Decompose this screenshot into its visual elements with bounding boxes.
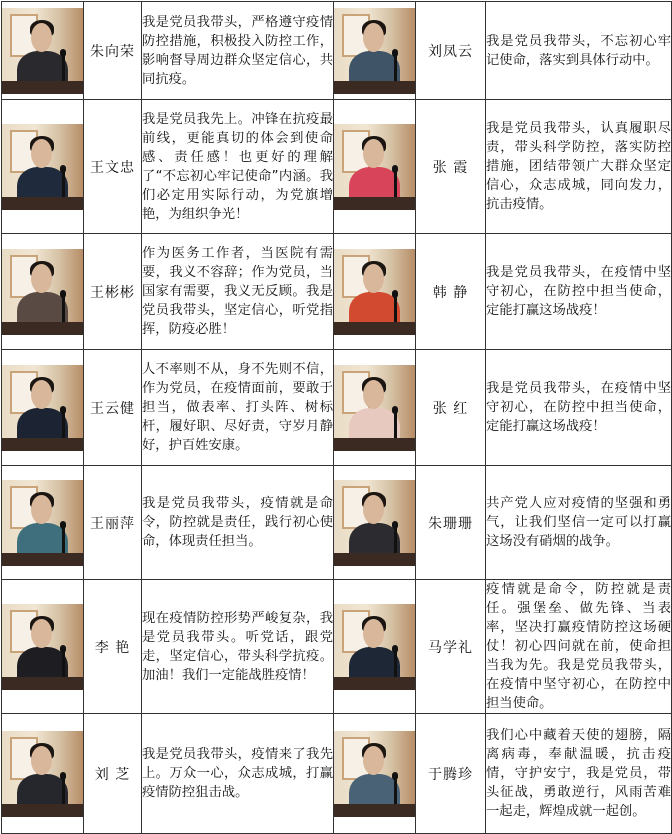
member-statement: 我是党员我带头，疫情来了我先上。万众一心，众志成城，打赢疫情防控狙击战。 <box>142 714 334 834</box>
member-name: 刘凤云 <box>416 2 486 100</box>
member-name: 朱珊珊 <box>416 466 486 580</box>
member-name: 朱向荣 <box>84 2 142 100</box>
table-row <box>2 714 672 834</box>
member-photo <box>334 8 415 94</box>
table-row <box>2 466 672 580</box>
member-statement: 现在疫情防控形势严峻复杂，我是党员我带头。听党话，跟党走，坚定信心，带头科学抗疫。加油！我们一定能战胜疫情！ <box>142 580 334 714</box>
member-photo-cell <box>2 2 84 100</box>
member-name: 刘 芝 <box>84 714 142 834</box>
member-photo <box>334 731 415 817</box>
member-photo <box>334 480 415 566</box>
member-photo <box>334 124 415 210</box>
member-statement: 我是党员我带头，在疫情中坚守初心，在防控中担当使命，定能打赢这场战疫！ <box>486 234 672 350</box>
member-photo <box>334 365 415 451</box>
member-photo-cell <box>334 2 416 100</box>
member-photo-cell <box>334 466 416 580</box>
member-name: 张 霞 <box>416 100 486 234</box>
member-statement: 共产党人应对疫情的坚强和勇气，让我们坚信一定可以打赢这场没有硝烟的战争。 <box>486 466 672 580</box>
member-photo <box>2 365 83 451</box>
member-photo <box>2 480 83 566</box>
member-name: 王云健 <box>84 350 142 466</box>
member-photo <box>2 604 83 690</box>
member-statement: 人不率则不从，身不先则不信，作为党员，在疫情面前，要敢于担当，做表率、打头阵、树标杆，履好职、尽好责，守岁月静好，护百姓安康。 <box>142 350 334 466</box>
table-row <box>2 350 672 466</box>
member-statement: 我们心中藏着天使的翅膀，隔离病毒，奉献温暖，抗击疫情，守护安宁，我是党员，带头征战，勇敢逆行，风雨苦难一起走，辉煌成就一起创。 <box>486 714 672 834</box>
member-name: 韩 静 <box>416 234 486 350</box>
member-photo-cell <box>334 234 416 350</box>
member-statement: 我是党员我带头，疫情就是命令，防控就是责任，践行初心使命，体现责任担当。 <box>142 466 334 580</box>
member-statement: 疫情就是命令，防控就是责任。强堡垒、做先锋、当表率，坚决打赢疫情防控这场硬仗！初心四问就在前，使命担当我为先。我是党员我带头，在疫情中坚守初心，在防控中担当使命。 <box>486 580 672 714</box>
member-photo <box>2 249 83 335</box>
member-name: 于腾珍 <box>416 714 486 834</box>
member-name: 王丽萍 <box>84 466 142 580</box>
member-photo-cell <box>2 580 84 714</box>
member-photo-cell <box>334 100 416 234</box>
member-photo <box>2 124 83 210</box>
member-statement: 我是党员我带头，在疫情中坚守初心，在防控中担当使命，定能打赢这场战疫！ <box>486 350 672 466</box>
member-photo-cell <box>334 580 416 714</box>
member-photo <box>2 731 83 817</box>
member-statement: 我是党员我带头，严格遵守疫情防控措施，积极投入防控工作，影响督导周边群众坚定信心，共同抗疫。 <box>142 2 334 100</box>
member-name: 王彬彬 <box>84 234 142 350</box>
table-row <box>2 580 672 714</box>
table-row <box>2 2 672 100</box>
member-photo <box>334 604 415 690</box>
member-name: 王文忠 <box>84 100 142 234</box>
member-name: 张 红 <box>416 350 486 466</box>
member-photo-cell <box>2 714 84 834</box>
member-photo-cell <box>2 100 84 234</box>
member-photo-cell <box>2 350 84 466</box>
member-photo-cell <box>334 350 416 466</box>
table-row <box>2 100 672 234</box>
member-statement: 作为医务工作者，当医院有需要，我义不容辞；作为党员，当国家有需要，我义无反顾。我是党员我带头，坚定信心，听党指挥，防疫必胜！ <box>142 234 334 350</box>
member-statement: 我是党员我带头，认真履职尽责，带头科学防控，落实防控措施，团结带领广大群众坚定信心，众志成城，同向发力，抗击疫情。 <box>486 100 672 234</box>
member-photo <box>334 249 415 335</box>
member-name: 李 艳 <box>84 580 142 714</box>
member-name: 马学礼 <box>416 580 486 714</box>
member-statement: 我是党员我先上。冲锋在抗疫最前线，更能真切的体会到使命感、责任感！也更好的理解了“不忘初心牢记使命”内涵。我们必定用实际行动，为党旗增艳，为组织争光！ <box>142 100 334 234</box>
table-row <box>2 234 672 350</box>
member-photo-cell <box>334 714 416 834</box>
member-photo-cell <box>2 466 84 580</box>
table-body <box>2 2 672 834</box>
party-member-table <box>1 1 672 834</box>
member-statement: 我是党员我带头，不忘初心牢记使命，落实到具体行动中。 <box>486 2 672 100</box>
member-photo-cell <box>2 234 84 350</box>
member-photo <box>2 8 83 94</box>
